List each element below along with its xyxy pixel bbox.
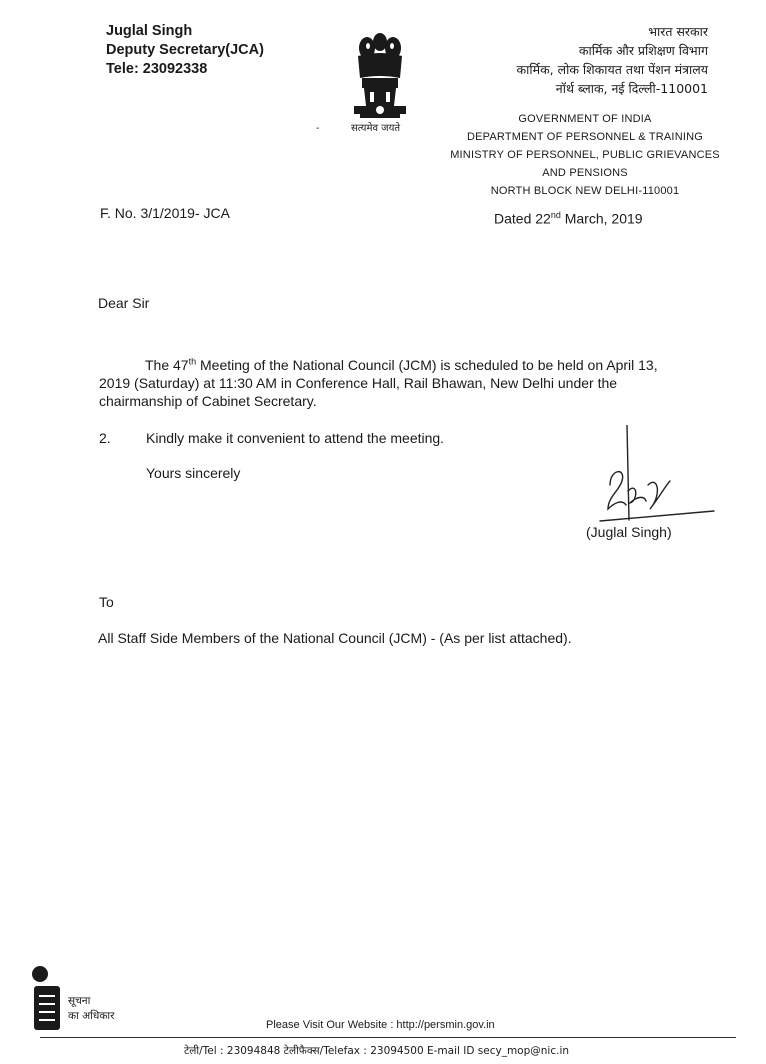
salutation: Dear Sir: [98, 295, 150, 311]
contact-details: टेली/Tel : 23094848 टेलीफैक्स/Telefax : 23094500 E-mail ID secy_mop@nic.in: [184, 1045, 570, 1057]
ministry-hindi-line: भारत सरकार: [648, 24, 708, 39]
website-notice: Please Visit Our Website : http://persmin.gov.in: [266, 1019, 495, 1031]
ministry-english-block: [440, 110, 730, 200]
para1-sup: th: [188, 356, 197, 367]
to-label: To: [99, 594, 114, 610]
rti-text: [68, 994, 114, 1024]
ministry-english-line: NORTH BLOCK NEW DELHI-110001: [490, 185, 680, 197]
paragraph-2-number: 2.: [99, 430, 111, 446]
date-rest: March, 2019: [560, 210, 643, 227]
ministry-english-line: GOVERNMENT OF INDIA: [518, 113, 652, 125]
signatory-name: (Juglal Singh): [586, 524, 672, 540]
date-suffix: nd: [550, 210, 561, 220]
closing: Yours sincerely: [146, 465, 241, 481]
rti-line-2: का अधिकार: [68, 1010, 115, 1022]
date-prefix: Dated 22: [494, 210, 551, 227]
paragraph-1: [99, 356, 691, 410]
sender-phone: Tele: 23092338: [106, 61, 208, 77]
ministry-english-line: MINISTRY OF PERSONNEL, PUBLIC GRIEVANCES: [450, 149, 720, 161]
para1-after: Meeting of the National Council (JCM) is scheduled to be held on April 13, 2019 (Saturday) at 11:30 AM in Conference Hall, Rail Bhawan, New Delhi under the chairmanship of Cabinet Secretary.: [99, 357, 658, 409]
recipients: All Staff Side Members of the National Council (JCM) - (As per list attached).: [98, 630, 572, 646]
sender-block: [106, 22, 264, 79]
footer-divider: [40, 1037, 736, 1038]
emblem-motto: सत्यमेव जयते: [351, 123, 401, 134]
sender-name: Juglal Singh: [106, 23, 193, 39]
rti-logo-icon: [30, 964, 66, 1034]
stray-mark: -: [316, 123, 320, 134]
ministry-hindi-line: कार्मिक, लोक शिकायत तथा पेंशन मंत्रालय: [516, 62, 708, 77]
paragraph-2: Kindly make it convenient to attend the meeting.: [146, 430, 445, 446]
ministry-hindi-line: नॉर्थ ब्लाक, नई दिल्ली-110001: [555, 81, 708, 96]
ministry-english-line: AND PENSIONS: [542, 167, 628, 179]
ministry-hindi-line: कार्मिक और प्रशिक्षण विभाग: [578, 43, 708, 58]
file-number: F. No. 3/1/2019- JCA: [100, 205, 230, 221]
ministry-english-line: DEPARTMENT OF PERSONNEL & TRAINING: [466, 131, 703, 143]
ministry-hindi-block: [517, 22, 708, 98]
para1-before: The 47: [145, 357, 189, 373]
sender-designation: Deputy Secretary(JCA): [106, 42, 264, 58]
letter-date: [494, 210, 643, 227]
rti-line-1: सूचना: [68, 995, 91, 1007]
